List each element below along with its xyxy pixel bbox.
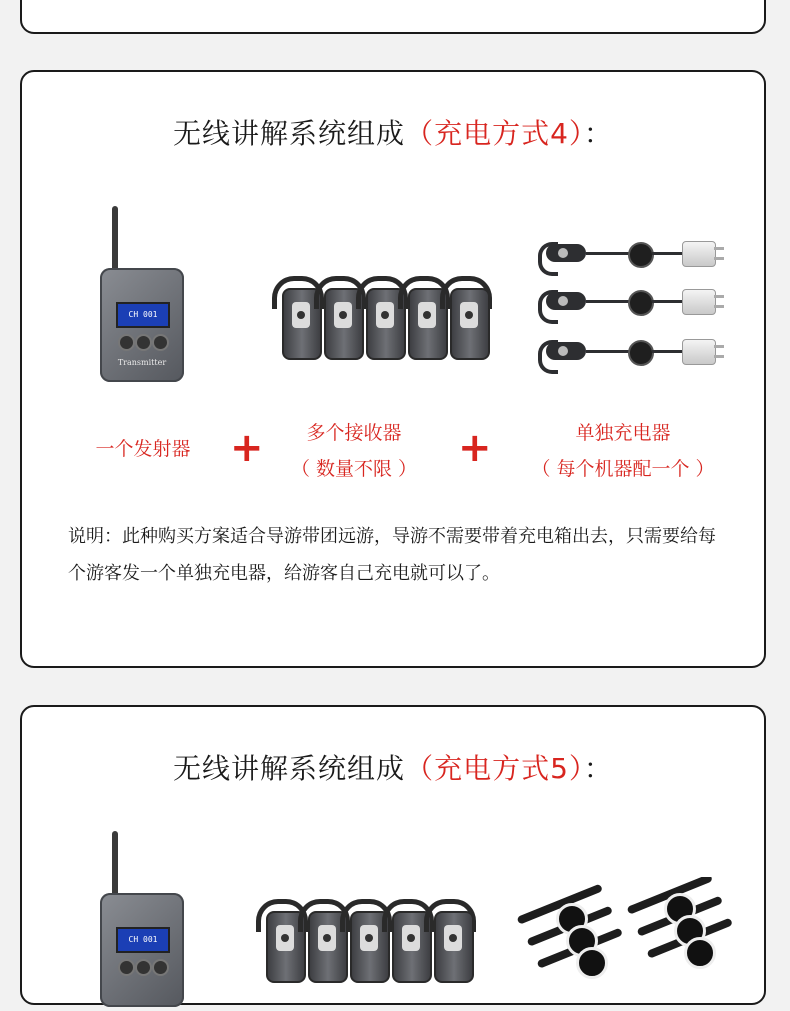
- title-paren-open: （: [405, 117, 435, 150]
- title-highlight: 充电方式4: [434, 117, 569, 150]
- title-paren-close: ）: [568, 752, 584, 785]
- previous-section-card: [20, 0, 766, 34]
- chargers-sublabel: （ 每个机器配一个 ）: [531, 458, 715, 480]
- transmitter-body: [100, 893, 184, 1007]
- title-suffix: ：: [583, 117, 613, 150]
- charger-set: [534, 278, 734, 322]
- device-button-icon: [135, 959, 152, 976]
- transmitter-image: [100, 831, 190, 1011]
- plus-sign: +: [458, 425, 492, 471]
- transmitter-label: 一个发射器: [95, 438, 191, 460]
- title-suffix: ：: [583, 752, 613, 785]
- title-text: 无线讲解系统组成: [173, 752, 406, 785]
- antenna-icon: [112, 206, 118, 276]
- usb-adapter-icon: [682, 241, 716, 267]
- cable-reel-icon: [576, 947, 608, 979]
- cable-reel-icon: [628, 242, 654, 268]
- receivers-label: 多个接收器: [306, 422, 402, 444]
- title-paren-close: ）: [568, 117, 584, 150]
- device-screen: CH 001: [116, 927, 170, 953]
- description-text: 说明：此种购买方案适合导游带团远游，导游不需要带着充电箱出去，只需要给每个游客发一个单独充电器，给游客自己充电就可以了。: [68, 526, 716, 584]
- plus-sign: +: [230, 425, 264, 471]
- charger-set: [534, 328, 734, 372]
- device-screen: CH 001: [116, 302, 170, 328]
- charger-set: [534, 230, 734, 274]
- receivers-image: [254, 895, 494, 985]
- title-paren-open: （: [405, 752, 435, 785]
- transmitter-body: [100, 268, 184, 382]
- title-highlight: 充电方式5: [434, 752, 569, 785]
- section-title: [22, 112, 764, 152]
- cable-reel-icon: [684, 937, 716, 969]
- device-button-icon: [135, 334, 152, 351]
- chargers-label: 单独充电器: [575, 422, 671, 444]
- device-button-icon: [152, 959, 169, 976]
- device-button-icon: [118, 334, 135, 351]
- transmitter-image: [100, 206, 190, 386]
- retractable-cables-image: [508, 877, 738, 1007]
- section-title: [22, 747, 764, 787]
- charging-method-4-card: [20, 70, 766, 668]
- charging-method-5-card: [20, 705, 766, 1005]
- device-button-icon: [118, 959, 135, 976]
- individual-chargers-image: [534, 230, 734, 380]
- antenna-icon: [112, 831, 118, 901]
- receivers-image: [270, 272, 510, 362]
- usb-adapter-icon: [682, 339, 716, 365]
- cable-reel-icon: [628, 340, 654, 366]
- receivers-sublabel: （ 数量不限 ）: [290, 458, 418, 480]
- cable-reel-icon: [628, 290, 654, 316]
- device-brand-text: Transmitter: [117, 358, 167, 367]
- receiver-unit: [434, 911, 474, 983]
- title-text: 无线讲解系统组成: [173, 117, 406, 150]
- device-button-icon: [152, 334, 169, 351]
- usb-adapter-icon: [682, 289, 716, 315]
- receiver-unit: [450, 288, 490, 360]
